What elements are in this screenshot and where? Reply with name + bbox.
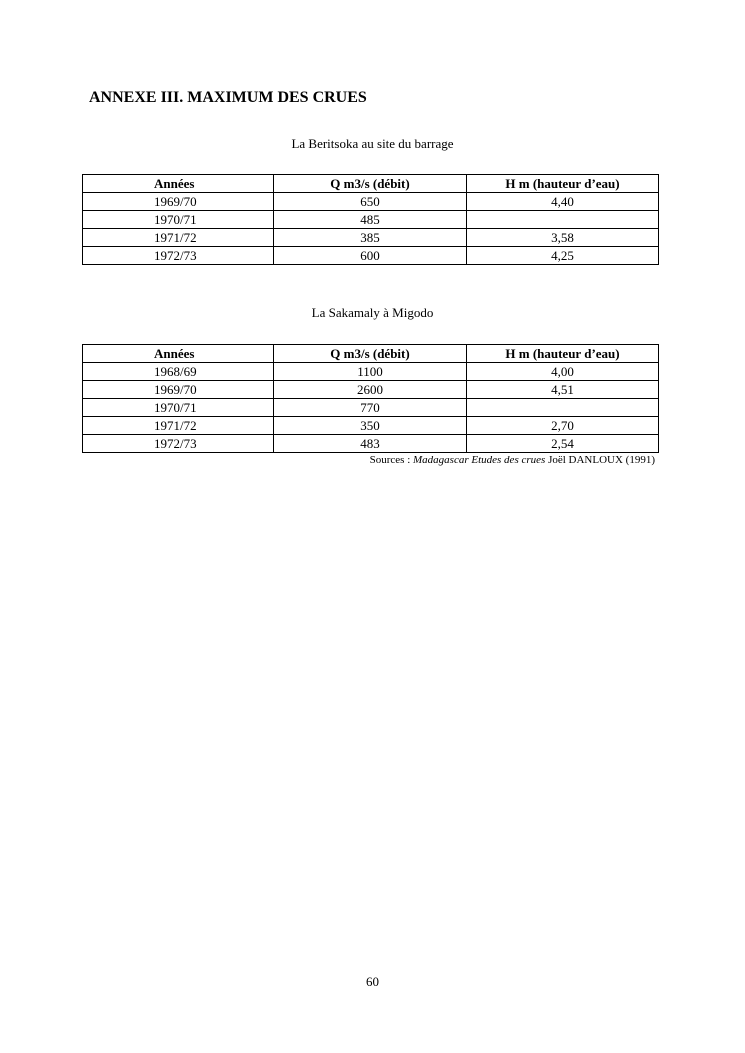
annex-title: ANNEXE III. MAXIMUM DES CRUES <box>89 89 367 106</box>
sources-author: Joël DANLOUX (1991) <box>545 454 655 466</box>
discharge-cell: 483 <box>274 435 467 453</box>
year-cell: 1971/72 <box>83 229 274 247</box>
table-row <box>83 193 659 211</box>
table-row <box>83 381 659 399</box>
flood-table-sakamaly <box>82 344 659 453</box>
discharge-cell: 600 <box>274 247 467 265</box>
header-discharge: Q m3/s (débit) <box>274 175 467 193</box>
discharge-cell: 385 <box>274 229 467 247</box>
table-row <box>83 399 659 417</box>
table-header-row <box>83 175 659 193</box>
table-row <box>83 211 659 229</box>
height-cell <box>467 399 659 417</box>
header-discharge: Q m3/s (débit) <box>274 345 467 363</box>
year-cell: 1971/72 <box>83 417 274 435</box>
table-row <box>83 435 659 453</box>
table-caption-sakamaly: La Sakamaly à Migodo <box>311 305 434 320</box>
header-water-height: H m (hauteur d’eau) <box>467 345 659 363</box>
height-cell <box>467 211 659 229</box>
discharge-cell: 1100 <box>274 363 467 381</box>
height-cell: 3,58 <box>467 229 659 247</box>
sources-prefix: Sources : <box>369 454 414 466</box>
sources-title: Madagascar Etudes des crues <box>413 454 546 466</box>
table-caption-beritsoka: La Beritsoka au site du barrage <box>291 136 454 151</box>
header-years: Années <box>83 345 274 363</box>
year-cell: 1970/71 <box>83 211 274 229</box>
height-cell: 4,25 <box>467 247 659 265</box>
discharge-cell: 770 <box>274 399 467 417</box>
page-number: 60 <box>366 974 379 989</box>
year-cell: 1972/73 <box>83 247 274 265</box>
table-row <box>83 363 659 381</box>
year-cell: 1972/73 <box>83 435 274 453</box>
header-water-height: H m (hauteur d’eau) <box>467 175 659 193</box>
discharge-cell: 2600 <box>274 381 467 399</box>
table-row <box>83 229 659 247</box>
height-cell: 2,70 <box>467 417 659 435</box>
table-row <box>83 417 659 435</box>
height-cell: 2,54 <box>467 435 659 453</box>
year-cell: 1970/71 <box>83 399 274 417</box>
discharge-cell: 350 <box>274 417 467 435</box>
height-cell: 4,51 <box>467 381 659 399</box>
header-years: Années <box>83 175 274 193</box>
discharge-cell: 485 <box>274 211 467 229</box>
year-cell: 1969/70 <box>83 193 274 211</box>
flood-table-beritsoka <box>82 174 659 265</box>
discharge-cell: 650 <box>274 193 467 211</box>
height-cell: 4,40 <box>467 193 659 211</box>
height-cell: 4,00 <box>467 363 659 381</box>
table-header-row <box>83 345 659 363</box>
sources-note <box>370 454 655 466</box>
year-cell: 1969/70 <box>83 381 274 399</box>
table-row <box>83 247 659 265</box>
year-cell: 1968/69 <box>83 363 274 381</box>
